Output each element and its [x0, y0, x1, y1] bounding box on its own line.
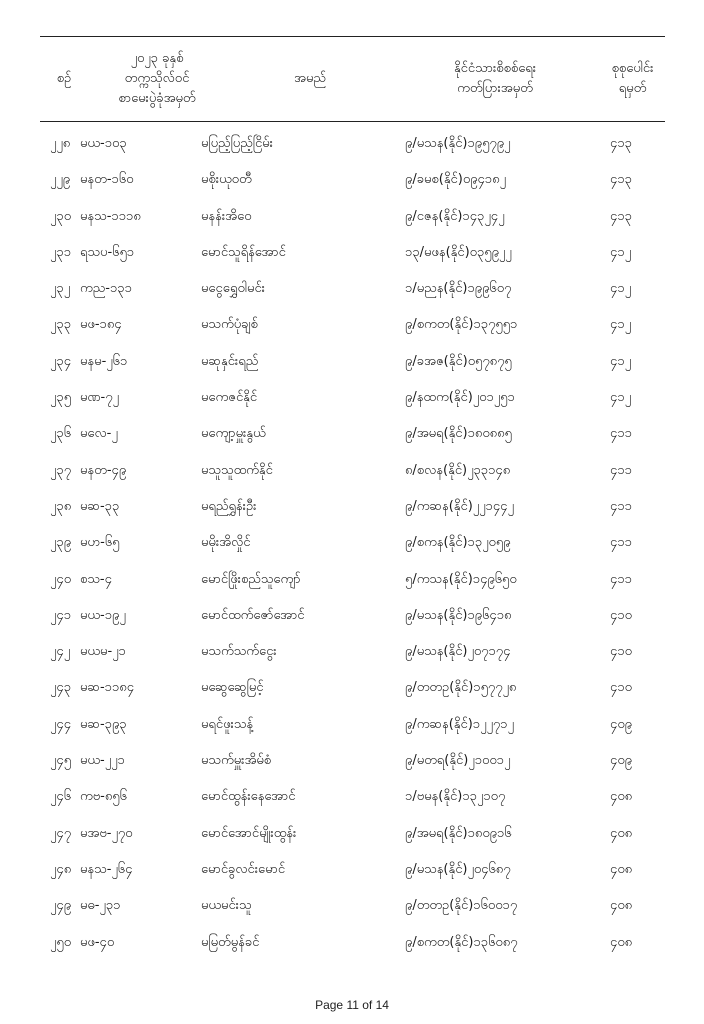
- table-row: [40, 199, 665, 235]
- row-serial-number: ၂၃၀: [50, 208, 72, 224]
- row-name: မရင်ဖူးသန့်: [201, 716, 254, 732]
- row-exam-roll-number: မဏ-၇၂: [80, 390, 119, 406]
- header-total-marks: စုစုပေါင်း ရမှတ်: [611, 61, 654, 96]
- row-name: မသက်သက်ငွေး: [201, 644, 277, 660]
- row-exam-roll-number: စသ-၄: [80, 571, 112, 587]
- row-serial-number: ၂၄၆: [50, 789, 72, 805]
- row-total-marks: ၄၀၉: [610, 753, 632, 769]
- row-nrc-number: ၉/ငဇန(နိုင်)၁၄၃၂၄၂: [405, 208, 505, 224]
- row-exam-roll-number: မယ-၁၉၂: [80, 607, 126, 623]
- table-row: [40, 670, 665, 706]
- table-row: [40, 743, 665, 779]
- row-total-marks: ၄၁၀: [610, 607, 632, 623]
- row-exam-roll-number: မနမ-၂၆၁: [80, 353, 128, 369]
- row-serial-number: ၂၄၇: [50, 825, 72, 841]
- row-total-marks: ၄၁၂: [610, 353, 632, 369]
- row-name: မမြတ်မွန်ခင်: [201, 934, 260, 950]
- row-nrc-number: ၈/စလန(နိုင်)၂၃၃၁၄၈: [405, 462, 511, 478]
- row-exam-roll-number: မဟ-၆၅: [80, 535, 120, 551]
- row-nrc-number: ၉/နထက(နိုင်)၂၀၁၂၅၁: [405, 390, 515, 406]
- row-exam-roll-number: မနတ-၁၆၀: [80, 172, 134, 188]
- table-row: [40, 307, 665, 343]
- row-nrc-number: ၉/ကဆန(နိုင်)၁၂၂၇၁၂: [405, 716, 514, 732]
- row-nrc-number: ၉/စကန(နိုင်)၁၃၂၀၅၉: [405, 535, 511, 551]
- row-nrc-number: ၉/တတဥ(နိုင်)၁၅၇၇၂၈: [405, 680, 517, 696]
- row-exam-roll-number: ရသပ-၆၅၁: [80, 244, 135, 260]
- table-row: [40, 126, 665, 162]
- row-nrc-number: ၉/စကတ(နိုင်)၁၃၆၀၈၇: [405, 934, 518, 950]
- table-row: [40, 598, 665, 634]
- row-serial-number: ၂၄၃: [50, 680, 72, 696]
- table-row: [40, 925, 665, 961]
- row-serial-number: ၂၄၈: [50, 861, 72, 877]
- row-nrc-number: ၉/စကတ(နိုင်)၁၃၇၅၅၁: [405, 317, 518, 333]
- row-name: မသက်မှူးအိမ်စံ: [201, 753, 272, 769]
- row-nrc-number: ၉/မသန(နိုင်)၁၉၆၄၁၈: [405, 607, 512, 623]
- row-name: မမိုးအိလှိုင်: [201, 535, 251, 551]
- row-total-marks: ၄၁၃: [610, 208, 632, 224]
- row-exam-roll-number: မလေ-၂: [80, 426, 118, 442]
- table-row: [40, 162, 665, 198]
- row-nrc-number: ၁/ဗမန(နိုင်)၁၃၂၁၀၇: [405, 789, 506, 805]
- row-exam-roll-number: မယမ-၂၁: [80, 644, 126, 660]
- row-total-marks: ၄၀၈: [610, 825, 633, 841]
- row-serial-number: ၂၂၈: [50, 136, 71, 151]
- table-row: [40, 380, 665, 416]
- row-name: မဆွေဆွေမြင့်: [201, 680, 264, 696]
- row-name: မောင်ခွလင်းမောင်: [201, 861, 286, 877]
- header-nrc-number: နိုင်ငံသားစိစစ်ရေး ကတ်ပြားအမှတ်: [453, 61, 537, 96]
- row-name: မောင်အောင်မျိုးထွန်း: [201, 825, 297, 841]
- row-nrc-number: ၉/ခအဇ(နိုင်)၀၅၇၈၇၅: [405, 353, 512, 369]
- row-serial-number: ၂၃၅: [50, 390, 72, 406]
- row-serial-number: ၂၂၉: [50, 172, 71, 188]
- table-row: [40, 634, 665, 670]
- header-serial-number: စဉ်: [56, 71, 72, 86]
- row-nrc-number: ၅/ကသန(နိုင်)၁၄၉၆၅၀: [405, 571, 517, 587]
- row-exam-roll-number: မဖ-၄၀: [80, 934, 115, 950]
- row-serial-number: ၂၃၁: [50, 244, 72, 260]
- row-exam-roll-number: မနသ-၂၆၄: [80, 861, 133, 877]
- row-total-marks: ၄၀၈: [610, 789, 633, 805]
- row-serial-number: ၂၃၇: [50, 462, 72, 478]
- row-name: မရည်ရွှန်းဦး: [201, 498, 257, 514]
- table-body: [40, 126, 665, 961]
- row-name: မောင်ဖြိုးစည်သူကျော်: [201, 571, 301, 587]
- row-serial-number: ၂၃၃: [50, 317, 72, 333]
- row-exam-roll-number: မနတ-၄၉: [80, 462, 127, 478]
- row-exam-roll-number: မဓ-၂၃၁: [80, 898, 121, 914]
- row-nrc-number: ၉/မသန(နိုင်)၂၀၄၆၈၇: [405, 861, 511, 877]
- row-name: မနန်းအိဝေ: [201, 208, 252, 224]
- row-exam-roll-number: မယ-၁၀၃: [80, 136, 127, 151]
- row-serial-number: ၂၃၄: [50, 353, 72, 369]
- table-header: [40, 36, 665, 122]
- table-row: [40, 888, 665, 924]
- row-exam-roll-number: မယ-၂၂၁: [80, 753, 125, 769]
- row-serial-number: ၂၄၀: [50, 571, 72, 587]
- table-row: [40, 344, 665, 380]
- row-name: မငွေရွှေဝါမင်း: [201, 281, 265, 297]
- row-serial-number: ၂၄၁: [50, 607, 72, 623]
- row-serial-number: ၂၄၄: [50, 716, 72, 732]
- row-nrc-number: ၁၃/မဖန(နိုင်)၀၃၅၉၂၂: [405, 244, 512, 260]
- row-total-marks: ၄၁၁: [610, 462, 632, 478]
- row-name: မသူသူထက်နိုင်: [201, 462, 273, 478]
- row-total-marks: ၄၀၈: [610, 898, 633, 914]
- row-exam-roll-number: မဆ-၃၉၃: [80, 716, 127, 732]
- table-row: [40, 816, 665, 852]
- table-row: [40, 416, 665, 452]
- row-serial-number: ၂၃၈: [50, 498, 72, 514]
- row-serial-number: ၂၄၂: [50, 644, 71, 660]
- row-nrc-number: ၉/ခမစ(နိုင်)၀၉၄၁၈၂: [405, 172, 506, 188]
- row-name: မောင်ထွန်းနေအောင်: [201, 789, 296, 805]
- row-total-marks: ၄၁၃: [610, 136, 632, 151]
- row-name: မစိုးယုဝတီ: [201, 172, 252, 188]
- row-total-marks: ၄၁၁: [610, 571, 632, 587]
- row-nrc-number: ၉/ကဆန(နိုင်)၂၂၁၄၄၂: [405, 498, 514, 514]
- table-row: [40, 271, 665, 307]
- row-name: မသက်ပုံချစ်: [201, 317, 258, 333]
- table-row: [40, 525, 665, 561]
- row-nrc-number: ၉/မတရ(နိုင်)၂၁၀၀၁၂: [405, 753, 511, 769]
- row-total-marks: ၄၁၂: [610, 390, 632, 406]
- row-serial-number: ၂၄၉: [50, 898, 72, 914]
- row-total-marks: ၄၁၃: [610, 172, 632, 188]
- table-row: [40, 562, 665, 598]
- row-total-marks: ၄၁၁: [610, 426, 632, 442]
- row-serial-number: ၂၅၀: [50, 934, 72, 950]
- row-nrc-number: ၉/အမရ(နိုင်)၁၈၀၉၁၆: [405, 825, 512, 841]
- row-name: မောင်ထက်ဇော်အောင်: [201, 607, 305, 623]
- table-row: [40, 707, 665, 743]
- row-serial-number: ၂၃၂: [50, 281, 71, 297]
- row-total-marks: ၄၀၈: [610, 934, 633, 950]
- row-total-marks: ၄၁၂: [610, 244, 632, 260]
- row-exam-roll-number: ကည-၁၃၁: [80, 281, 132, 297]
- row-name: မကျော့မှူးနွယ်: [201, 426, 266, 442]
- row-serial-number: ၂၄၅: [50, 753, 72, 769]
- row-name: မဆုနှင်းရည်: [201, 353, 259, 369]
- row-exam-roll-number: ကဗ-၈၅၆: [80, 789, 127, 805]
- table-row: [40, 235, 665, 271]
- table-row: [40, 779, 665, 815]
- row-total-marks: ၄၁၂: [610, 317, 632, 333]
- row-total-marks: ၄၀၉: [610, 716, 632, 732]
- row-total-marks: ၄၁၀: [610, 680, 632, 696]
- row-name: မယမင်းသူ: [201, 898, 252, 914]
- row-nrc-number: ၉/မသန(နိုင်)၁၉၅၇၉၂: [405, 136, 511, 151]
- row-nrc-number: ၉/တတဥ(နိုင်)၁၆၀၀၁၇: [405, 898, 518, 914]
- table-row: [40, 489, 665, 525]
- row-name: မကေဇင်နိုင်: [201, 390, 258, 406]
- row-nrc-number: ၁/မညန(နိုင်)၁၉၉၆၀၇: [405, 281, 512, 297]
- row-total-marks: ၄၀၈: [610, 861, 633, 877]
- header-name: အမည်: [294, 71, 326, 86]
- row-serial-number: ၂၃၆: [50, 426, 72, 442]
- row-name: မပြည့်ပြည့်ငြိမ်း: [201, 136, 273, 151]
- row-nrc-number: ၉/အမရ(နိုင်)၁၈၀၈၈၅: [405, 426, 512, 442]
- header-exam-roll-number: ၂၀၂၃ ခုနှစ် တက္ကသိုလ်ဝင် စာမေးပွဲခုံအမှတ်: [118, 51, 196, 106]
- row-total-marks: ၄၁၁: [610, 535, 632, 551]
- row-exam-roll-number: မဆ-၃၃: [80, 498, 120, 514]
- row-nrc-number: ၉/မသန(နိုင်)၂၀၇၁၇၄: [405, 644, 511, 660]
- table-row: [40, 852, 665, 888]
- row-name: မောင်သူရိန်အောင်: [201, 244, 286, 260]
- row-exam-roll-number: မနသ-၁၁၁၈: [80, 208, 141, 224]
- row-serial-number: ၂၃၉: [50, 535, 72, 551]
- row-total-marks: ၄၁၀: [610, 644, 632, 660]
- page-number: Page 11 of 14: [315, 998, 389, 1012]
- row-exam-roll-number: မဆ-၁၁၈၄: [80, 680, 135, 696]
- row-total-marks: ၄၁၁: [610, 498, 632, 514]
- table-row: [40, 453, 665, 489]
- row-exam-roll-number: မအဗ-၂၇၀: [80, 825, 133, 841]
- row-exam-roll-number: မဖ-၁၈၄: [80, 317, 122, 333]
- row-total-marks: ၄၁၂: [610, 281, 632, 297]
